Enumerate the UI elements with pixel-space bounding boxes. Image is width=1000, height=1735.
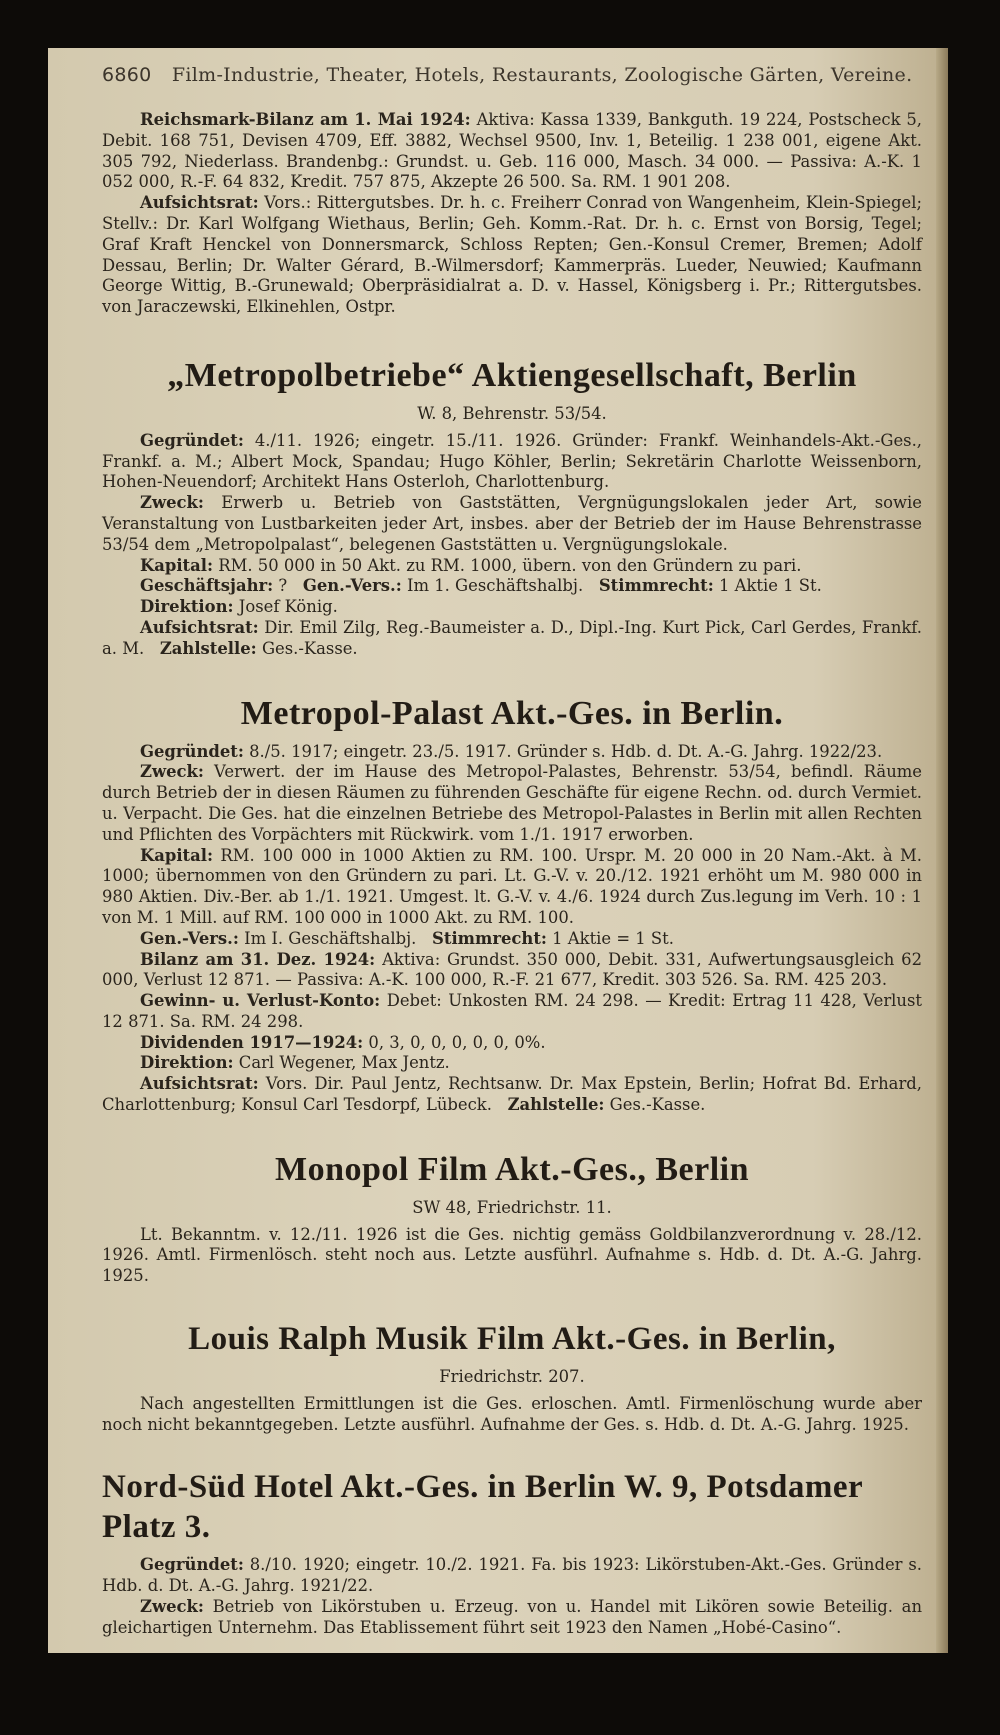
text: RM. 100 000 in 1000 Aktien zu RM. 100. Urspr. M. 20 000 in 20 Nam.-Akt. à M. 1000; übernommen von den Gründern zu pari. Lt. G.-V. v. 20./12. 1921 erhöht um M. 980 000 in 980 Aktien. Div.-Ber. ab 1./1. 1921. Umgest. lt. G.-V. v. 4./6. 1924 durch Zus.legung im Verh. 10 : 1 von M. 1 Mill. auf RM. 100 000 in 1000 Akt. zu RM. 100.	[102, 845, 922, 927]
company-address: SW 48, Friedrichstr. 11.	[412, 1197, 612, 1217]
text: 8./5. 1917; eingetr. 23./5. 1917. Gründer s. Hdb. d. Dt. A.-G. Jahrg. 1922/23.	[249, 741, 883, 761]
monopol-text: Lt. Bekanntm. v. 12./11. 1926 ist die Ges. nichtig gemäss Goldbilanzverordnung v. 28./12. 1926. Amtl. Firmenlösch. steht noch aus. Letzte ausführl. Aufnahme s. Hdb. d. Dt. A.-G. Jahrg. 1925.	[102, 1224, 922, 1286]
label: Geschäftsjahr:	[140, 576, 274, 596]
text: Verwert. der im Hause des Metropol-Palastes, Behrenstr. 53/54, befindl. Räume durch Betrieb der in diesen Räumen zu führenden Geschäfte für eigene Rechn. od. durch Vermiet. u. Verpacht. Die Ges. hat die einzelnen Betriebe des Metropol-Palastes in Berlin mit allen Rechten und Pflichten des Vorpächters mit Rückwirk. vom 1./1. 1917 erworben.	[102, 762, 922, 844]
label: Dividenden 1917—1924:	[140, 1032, 364, 1052]
gegruendet	[102, 1555, 922, 1597]
zweck	[102, 493, 922, 555]
company-address: W. 8, Behrenstr. 53/54.	[417, 403, 607, 423]
text: Erwerb u. Betrieb von Gaststätten, Vergnügungslokalen jeder Art, sowie Veranstaltung von Lustbarkeiten jeder Art, insbes. aber der Betrieb der im Hause Behrenstrasse 53/54 dem „Metropolpalast“, belegenen Gaststätten u. Vergnügungslokale.	[102, 493, 923, 554]
running-head	[102, 64, 912, 86]
zweck	[102, 762, 922, 845]
company-title-metropolbetriebe: „Metropolbetriebe“ Aktiengesellschaft, Berlin	[167, 356, 857, 394]
label: Zahlstelle:	[159, 638, 257, 658]
company-title-louis-ralph: Louis Ralph Musik Film Akt.-Ges. in Berlin,	[188, 1321, 836, 1358]
geschaeftsjahr	[102, 576, 922, 597]
label: Direktion:	[140, 597, 234, 617]
book-page	[48, 48, 948, 1653]
company-address: Friedrichstr. 207.	[439, 1367, 585, 1387]
louis-ralph-text: Nach angestellten Ermittlungen ist die Ges. erloschen. Amtl. Firmenlöschung wurde aber noch nicht bekanntgegeben. Letzte ausführl. Aufnahme der Ges. s. Hdb. d. Dt. A.-G. Jahrg. 1925.	[102, 1393, 922, 1434]
label: Kapital:	[140, 555, 214, 575]
label: Aufsichtsrat:	[140, 617, 259, 637]
label: Gewinn- u. Verlust-Konto:	[140, 991, 381, 1011]
text: Betrieb von Likörstuben u. Erzeug. von u. Handel mit Likören sowie Beteilig. an gleichartigen Unternehm. Das Etablissement führt seit 1923 den Namen „Hobé-Casino“.	[102, 1597, 922, 1637]
prev-bilanz	[102, 110, 922, 193]
text: Im I. Geschäftshalbj.	[244, 928, 417, 948]
text: Debet: Unkosten RM. 24 298. — Kredit: Ertrag 11 428, Verlust 12 871. Sa. RM. 24 298.	[102, 991, 922, 1031]
label: Gegründet:	[140, 430, 244, 450]
text: Carl Wegener, Max Jentz.	[238, 1053, 450, 1073]
running-title: Film-Industrie, Theater, Hotels, Restaurants, Zoologische Gärten, Vereine.	[171, 64, 913, 86]
gewinn-verlust	[102, 991, 922, 1033]
company-title-monopol: Monopol Film Akt.-Ges., Berlin	[275, 1150, 749, 1188]
text: Josef König.	[238, 597, 338, 617]
genvers	[102, 929, 922, 950]
kapital	[102, 846, 922, 929]
text: Aktiva: Grundst. 350 000, Debit. 331, Aufwertungsausgleich 62 000, Verlust 12 871. — Passiva: A.-K. 100 000, R.-F. 21 677, Kredit. 303 526. Sa. RM. 425 203.	[102, 949, 922, 990]
text: Aktiva: Kassa 1339, Bankguth. 19 224, Postscheck 5, Debit. 168 751, Devisen 4709, Eff. 3882, Wechsel 9500, Inv. 1, Beteilig. 1 238 001, eigene Akt. 305 792, Niederlass. Brandenbg.: Grundst. u. Geb. 116 000, Masch. 34 000. — Passiva: A.-K. 1 052 000, R.-F. 64 832, Kredit. 757 875, Akzepte 26 500. Sa. RM. 1 901 208.	[102, 110, 922, 192]
label: Direktion:	[140, 1053, 234, 1073]
label: Stimmrecht:	[432, 928, 547, 948]
direktion	[102, 597, 922, 618]
text: Ges.-Kasse.	[609, 1095, 706, 1115]
prev-aufsichtsrat	[102, 193, 922, 318]
text: Ges.-Kasse.	[261, 638, 358, 658]
label: Zahlstelle:	[507, 1095, 605, 1115]
text: 0, 3, 0, 0, 0, 0, 0, 0%.	[368, 1032, 546, 1052]
page-spine-shadow	[936, 48, 948, 1653]
label: Gen.-Vers.:	[140, 928, 239, 948]
text: ?	[278, 576, 288, 596]
dividenden	[102, 1033, 922, 1054]
text: RM. 50 000 in 50 Akt. zu RM. 1000, übern. von den Gründern zu pari.	[218, 555, 802, 575]
company-title-nord-sued: Nord-Süd Hotel Akt.-Ges. in Berlin W. 9, Potsdamer Platz 3.	[102, 1469, 863, 1546]
label: Gegründet:	[140, 1555, 244, 1575]
text: Vors. Dir. Paul Jentz, Rechtsanw. Dr. Max Epstein, Berlin; Hofrat Bd. Erhard, Charlottenburg; Konsul Carl Tesdorpf, Lübeck.	[102, 1074, 922, 1115]
label: Zweck:	[140, 762, 204, 782]
label: Kapital:	[140, 845, 214, 865]
page-content	[102, 110, 922, 1639]
aufsichtsrat	[102, 1074, 922, 1116]
text: Im 1. Geschäftshalbj.	[406, 576, 584, 596]
label: Stimmrecht:	[598, 576, 714, 596]
company-title-metropol-palast: Metropol-Palast Akt.-Ges. in Berlin.	[240, 694, 784, 732]
text: 1 Aktie 1 St.	[718, 576, 822, 596]
aufsichtsrat	[102, 618, 922, 660]
gegruendet	[102, 742, 922, 763]
zweck	[102, 1597, 922, 1639]
text: 4./11. 1926; eingetr. 15./11. 1926. Gründer: Frankf. Weinhandels-Akt.-Ges., Frankf. a. M.; Albert Mock, Spandau; Hugo Köhler, Berlin; Sekretärin Charlotte Weissenborn, Hohen-Neuendorf; Architekt Hans Osterloh, Charlottenburg.	[102, 430, 922, 492]
label: Aufsichtsrat:	[140, 1074, 259, 1094]
label: Aufsichtsrat:	[140, 193, 259, 213]
label: Zweck:	[140, 1597, 204, 1617]
text: 1 Aktie = 1 St.	[552, 928, 674, 948]
text: Dir. Emil Zilg, Reg.-Baumeister a. D., Dipl.-Ing. Kurt Pick, Carl Gerdes, Frankf. a. M.	[102, 617, 923, 658]
page-number: 6860	[102, 64, 152, 86]
label: Gen.-Vers.:	[302, 576, 402, 596]
kapital	[102, 556, 922, 577]
label: Gegründet:	[140, 741, 244, 761]
text: 8./10. 1920; eingetr. 10./2. 1921. Fa. bis 1923: Likörstuben-Akt.-Ges. Gründer s. Hdb. d. Dt. A.-G. Jahrg. 1921/22.	[102, 1555, 922, 1596]
text: Vors.: Rittergutsbes. Dr. h. c. Freiherr Conrad von Wangenheim, Klein-Spiegel; Stellv.: Dr. Karl Wolfgang Wiethaus, Berlin; Geh. Komm.-Rat. Dr. h. c. Ernst von Borsig, Tegel; Graf Kraft Henckel von Donnersmarck, Schloss Repten; Gen.-Konsul Cremer, Bremen; Adolf Dessau, Berlin; Dr. Walter Gérard, B.-Wilmersdorf; Kammerpräs. Lueder, Neuwied; Kaufmann George Wittig, B.-Grunewald; Oberpräsidialrat a. D. v. Hassel, Königsberg i. Pr.; Rittergutsbes. von Jaraczewski, Elkinehlen, Ostpr.	[102, 193, 922, 317]
label: Zweck:	[140, 493, 204, 513]
direktion	[102, 1053, 922, 1074]
label: Bilanz am 31. Dez. 1924:	[140, 949, 376, 969]
label: Reichsmark-Bilanz am 1. Mai 1924:	[140, 110, 471, 129]
bilanz	[102, 950, 922, 992]
gegruendet	[102, 431, 922, 493]
